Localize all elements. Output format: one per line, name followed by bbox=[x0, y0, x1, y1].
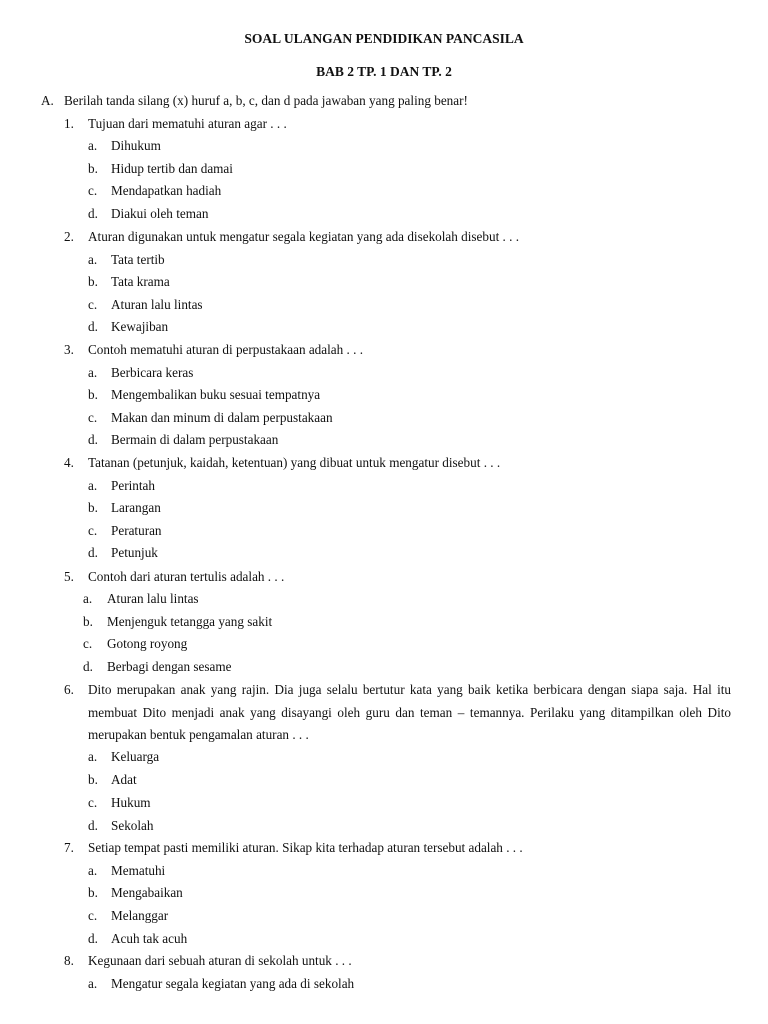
option-text: Dihukum bbox=[111, 138, 161, 153]
question-number: 3. bbox=[64, 342, 74, 357]
question-text: Tatanan (petunjuk, kaidah, ketentuan) yang dibuat untuk mengatur disebut . . . bbox=[88, 455, 501, 470]
document-subtitle: BAB 2 TP. 1 DAN TP. 2 bbox=[316, 64, 452, 79]
option-text: Adat bbox=[111, 772, 137, 787]
option-text: Mengabaikan bbox=[111, 885, 183, 900]
option-text: Mematuhi bbox=[111, 863, 166, 878]
question-number: 1. bbox=[64, 116, 74, 131]
option-letter: d. bbox=[88, 931, 98, 946]
option-text: Gotong royong bbox=[107, 636, 188, 651]
question-number: 5. bbox=[64, 569, 74, 584]
option-letter: a. bbox=[88, 252, 98, 267]
option-letter: a. bbox=[88, 478, 98, 493]
option-letter: c. bbox=[83, 636, 93, 651]
option-letter: a. bbox=[88, 863, 98, 878]
question-number: 7. bbox=[64, 840, 74, 855]
question-number: 8. bbox=[64, 953, 74, 968]
question-text: Contoh mematuhi aturan di perpustakaan adalah . . . bbox=[88, 342, 364, 357]
section-label: A. bbox=[41, 93, 54, 108]
option-text: Kewajiban bbox=[111, 319, 169, 334]
option-letter: d. bbox=[88, 818, 98, 833]
instruction-text: Berilah tanda silang (x) huruf a, b, c, dan d pada jawaban yang paling benar! bbox=[64, 93, 468, 108]
option-letter: a. bbox=[88, 138, 98, 153]
option-text: Hidup tertib dan damai bbox=[111, 161, 233, 176]
option-letter: b. bbox=[83, 614, 93, 629]
option-text: Melanggar bbox=[111, 908, 169, 923]
option-text: Bermain di dalam perpustakaan bbox=[111, 432, 279, 447]
option-text: Diakui oleh teman bbox=[111, 206, 209, 221]
option-letter: c. bbox=[88, 183, 98, 198]
option-text: Hukum bbox=[111, 795, 151, 810]
option-text: Mengatur segala kegiatan yang ada di sekolah bbox=[111, 976, 355, 991]
option-letter: c. bbox=[88, 410, 98, 425]
option-letter: d. bbox=[88, 545, 98, 560]
option-letter: a. bbox=[88, 365, 98, 380]
question-number: 4. bbox=[64, 455, 74, 470]
option-text: Keluarga bbox=[111, 749, 160, 764]
question-text: Tujuan dari mematuhi aturan agar . . . bbox=[88, 116, 287, 131]
question-text: Kegunaan dari sebuah aturan di sekolah untuk . . . bbox=[88, 953, 352, 968]
option-letter: d. bbox=[83, 659, 93, 674]
option-text: Mengembalikan buku sesuai tempatnya bbox=[111, 387, 321, 402]
option-letter: a. bbox=[88, 749, 98, 764]
option-text: Makan dan minum di dalam perpustakaan bbox=[111, 410, 333, 425]
option-letter: d. bbox=[88, 319, 98, 334]
option-text: Peraturan bbox=[111, 523, 162, 538]
option-text: Aturan lalu lintas bbox=[107, 591, 199, 606]
option-letter: c. bbox=[88, 523, 98, 538]
option-letter: c. bbox=[88, 908, 98, 923]
option-text: Acuh tak acuh bbox=[111, 931, 188, 946]
option-letter: b. bbox=[88, 387, 98, 402]
option-text: Menjenguk tetangga yang sakit bbox=[107, 614, 273, 629]
question-text: Contoh dari aturan tertulis adalah . . . bbox=[88, 569, 285, 584]
option-letter: d. bbox=[88, 206, 98, 221]
option-text: Petunjuk bbox=[111, 545, 158, 560]
option-letter: d. bbox=[88, 432, 98, 447]
option-text: Berbicara keras bbox=[111, 365, 194, 380]
option-letter: c. bbox=[88, 297, 98, 312]
option-letter: b. bbox=[88, 500, 98, 515]
question-text: Aturan digunakan untuk mengatur segala kegiatan yang ada disekolah disebut . . . bbox=[88, 229, 520, 244]
question-number: 2. bbox=[64, 229, 74, 244]
option-text: Larangan bbox=[111, 500, 161, 515]
option-letter: b. bbox=[88, 274, 98, 289]
question-number: 6. bbox=[64, 682, 74, 697]
document-title: SOAL ULANGAN PENDIDIKAN PANCASILA bbox=[244, 31, 524, 46]
option-letter: b. bbox=[88, 161, 98, 176]
option-letter: b. bbox=[88, 885, 98, 900]
option-text: Berbagi dengan sesame bbox=[107, 659, 232, 674]
option-letter: c. bbox=[88, 795, 98, 810]
option-letter: a. bbox=[83, 591, 93, 606]
option-text: Tata tertib bbox=[111, 252, 165, 267]
option-text: Mendapatkan hadiah bbox=[111, 183, 222, 198]
option-text: Aturan lalu lintas bbox=[111, 297, 203, 312]
question-text: Dito merupakan anak yang rajin. Dia juga selalu bertutur kata yang baik ketika berbicara dengan siapa saja. Hal itu membuat Dito menjadi anak yang disayangi oleh guru dan teman – temannya. Perilaku yang ditampilkan oleh Dito merupakan bentuk pengamalan aturan . . . bbox=[88, 682, 731, 743]
option-text: Sekolah bbox=[111, 818, 154, 833]
option-text: Perintah bbox=[111, 478, 155, 493]
question-text: Setiap tempat pasti memiliki aturan. Sikap kita terhadap aturan tersebut adalah . . . bbox=[88, 840, 523, 855]
option-text: Tata krama bbox=[111, 274, 170, 289]
option-letter: b. bbox=[88, 772, 98, 787]
option-letter: a. bbox=[88, 976, 98, 991]
